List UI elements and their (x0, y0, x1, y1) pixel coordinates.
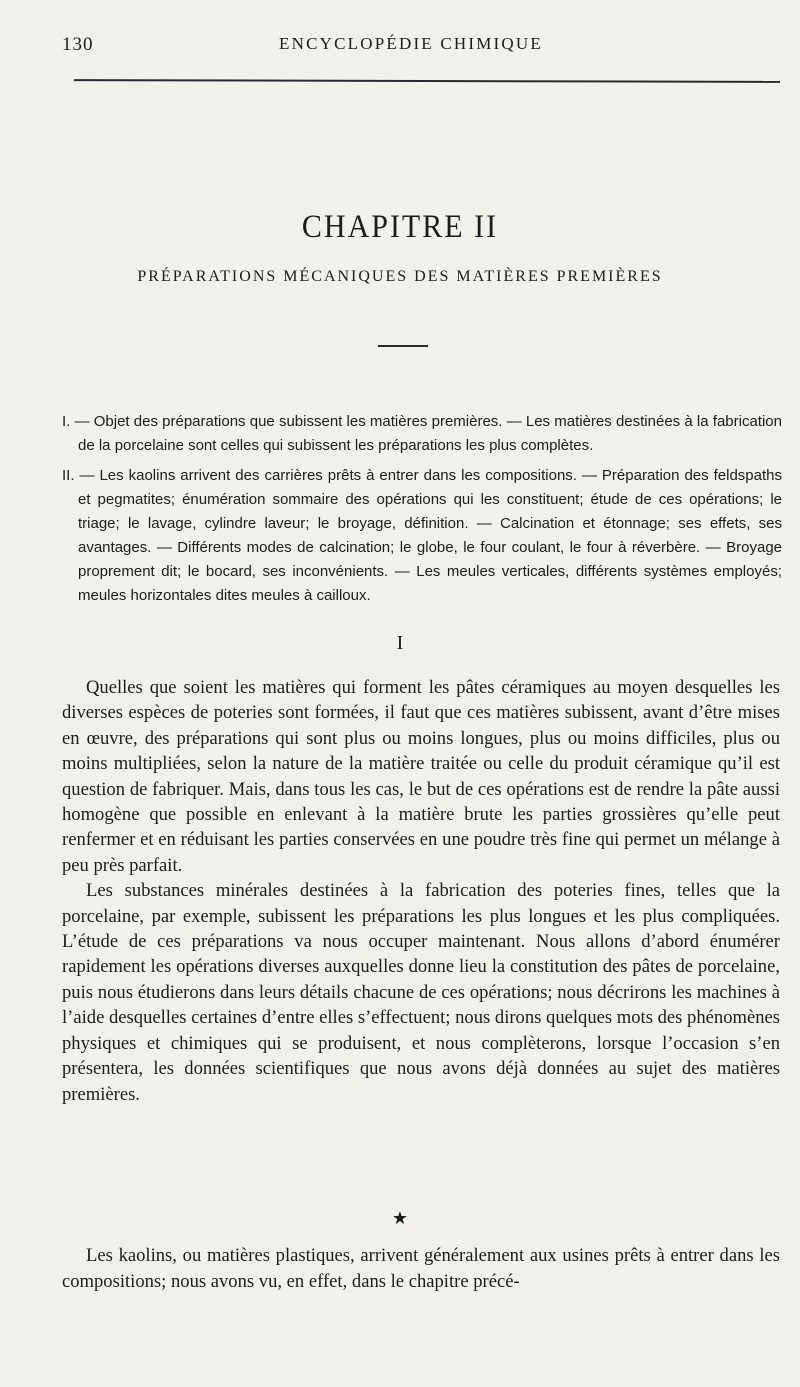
chapter-subtitle: PRÉPARATIONS MÉCANIQUES DES MATIÈRES PREMIÈRES (137, 268, 663, 285)
section-numeral: I (396, 632, 404, 654)
running-head (62, 34, 760, 58)
summary-item: I. — Objet des préparations que subissent les matières premières. — Les matières destinées à la fabrication de la porcelaine sont celles qui subissent les préparations les plus complètes. (62, 413, 782, 454)
summary-item: II. — Les kaolins arrivent des carrières prêts à entrer dans les compositions. — Préparation des feldspaths et pegmatites; énumération sommaire des opérations qui les constituent; étude de ces opérations; le triage; le lavage, cylindre laveur; le broyage, définition. — Calcination et étonnage; ses effets, ses avantages. — Différents modes de calcination; le globe, le four coulant, le four à réverbère. — Broyage proprement dit; le bocard, ses inconvénients. — Les meules verticales, différents systèmes employés; meules horizontales dites meules à cailloux. (62, 467, 782, 604)
chapter-summary (62, 410, 782, 614)
body-text (62, 675, 780, 1107)
paragraph: Quelles que soient les matières qui forment les pâtes céramiques au moyen desquelles les diverses espèces de poteries sont formées, il faut que ces matières subissent, avant d’être mises en œuvre, des préparations qui sont plus ou moins longues, plus ou moins difficiles, plus ou moins multipliées, selon la nature de la matière traitée ou celle du produit céramique qu’il est question de fabriquer. Mais, dans tous les cas, le but de ces opérations est de rendre la pâte aussi homogène que possible en enlevant à la matière brute les parties grossières qu’elle peut renfermer et en réduisant les parties conservées en une poudre très fine qui permet un mélange à peu près parfait. (62, 677, 780, 876)
title-divider (378, 345, 428, 347)
paragraph: Les kaolins, ou matières plastiques, arrivent généralement aux usines prêts à entrer dans les compositions; nous avons vu, en effet, dans le chapitre précé- (62, 1245, 780, 1292)
header-rule (74, 79, 780, 83)
paragraph: Les substances minérales destinées à la fabrication des poteries fines, telles que la porcelaine, par exemple, subissent les préparations les plus longues et les plus compliquées. L’étude de ces préparations va nous occuper maintenant. Nous allons d’abord énumérer rapidement les opérations diverses auxquelles donne lieu la constitution des pâtes de porcelaine, puis nous étudierons dans leurs détails chacune de ces opérations; nous décrirons les machines à l’aide desquelles certaines d’entre elles s’effectuent; nous dirons quelques mots des phénomènes physiques et chimiques qui se produisent, et nous complèterons, lorsque l’occasion s’en présentera, les données scientifiques que nous avons déjà données au sujet des matières premières. (62, 880, 780, 1105)
page-number: 130 (62, 34, 94, 55)
star-separator: ★ (391, 1208, 409, 1228)
closing-text (62, 1243, 780, 1295)
chapter-title: CHAPITRE II (301, 208, 499, 245)
running-title: ENCYCLOPÉDIE CHIMIQUE (279, 34, 543, 53)
